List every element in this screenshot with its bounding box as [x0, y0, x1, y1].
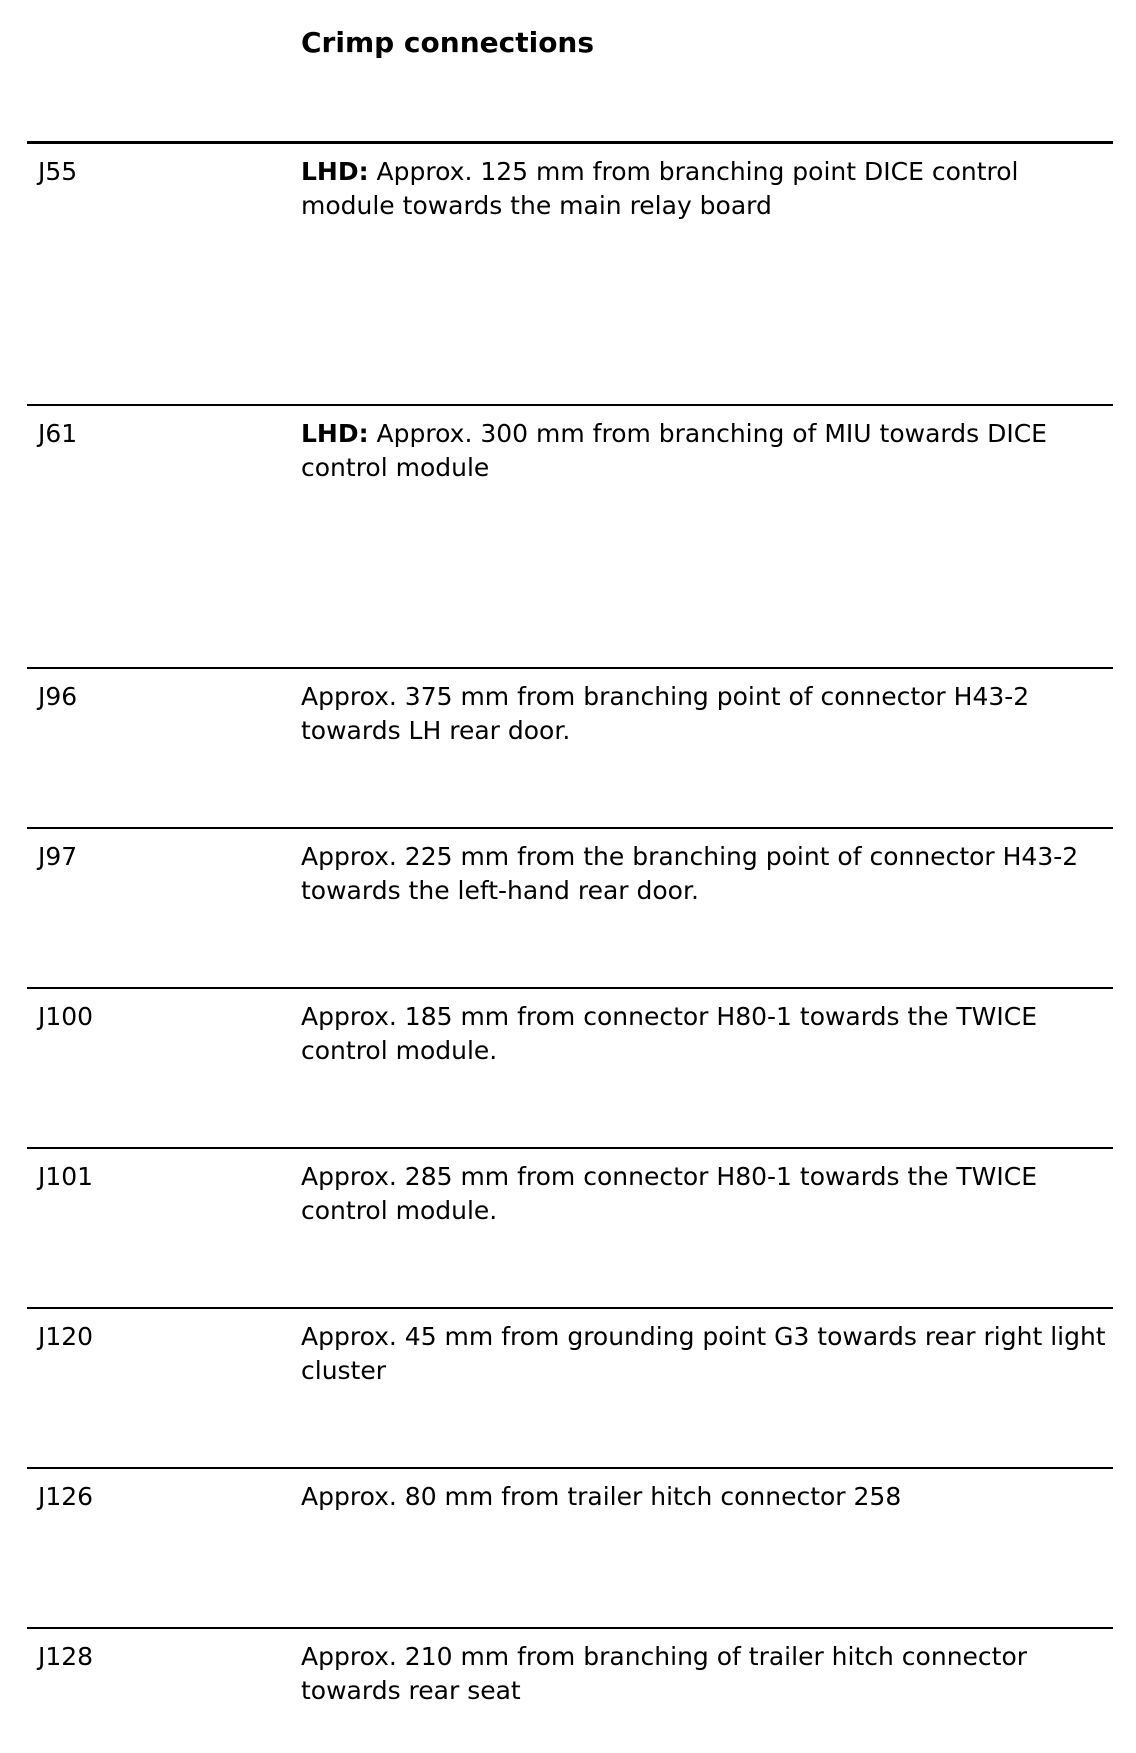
- description-text: Approx. 210 mm from branching of trailer hitch connector towards rear seat: [301, 1642, 1028, 1705]
- description-text: Approx. 185 mm from connector H80-1 towards the TWICE control module.: [301, 1002, 1038, 1065]
- drive-side-prefix: LHD:: [301, 419, 369, 448]
- description-text: Approx. 285 mm from connector H80-1 towards the TWICE control module.: [301, 1162, 1038, 1225]
- connection-code: J55: [38, 157, 78, 186]
- table-row: [27, 1147, 1113, 1307]
- crimp-connections-table: [27, 141, 1113, 1753]
- connection-description: [301, 1640, 1111, 1708]
- connection-code: J61: [38, 419, 78, 448]
- connection-code: J100: [38, 1002, 94, 1031]
- connection-description: [301, 680, 1111, 748]
- table-row: [27, 987, 1113, 1147]
- connection-code: J120: [38, 1322, 94, 1351]
- description-text: Approx. 125 mm from branching point DICE control module towards the main relay board: [301, 157, 1019, 220]
- description-text: Approx. 225 mm from the branching point of connector H43-2 towards the left-hand rear door.: [301, 842, 1079, 905]
- page-title: Crimp connections: [301, 26, 595, 59]
- description-text: Approx. 45 mm from grounding point G3 towards rear right light cluster: [301, 1322, 1106, 1385]
- connection-description: [301, 840, 1111, 908]
- connection-code: J128: [38, 1642, 94, 1671]
- table-row: [27, 667, 1113, 827]
- table-row: [27, 1307, 1113, 1467]
- table-row: [27, 1467, 1113, 1627]
- table-row: [27, 141, 1113, 404]
- connection-code: J96: [38, 682, 78, 711]
- table-row: [27, 827, 1113, 987]
- connection-description: [301, 1160, 1111, 1228]
- connection-description: [301, 1320, 1111, 1388]
- connection-description: [301, 1000, 1111, 1068]
- table-row: [27, 1627, 1113, 1753]
- connection-code: J101: [38, 1162, 94, 1191]
- description-text: Approx. 300 mm from branching of MIU towards DICE control module: [301, 419, 1047, 482]
- connection-code: J126: [38, 1482, 94, 1511]
- description-text: Approx. 375 mm from branching point of connector H43-2 towards LH rear door.: [301, 682, 1030, 745]
- description-text: Approx. 80 mm from trailer hitch connector 258: [301, 1482, 902, 1511]
- connection-description: [301, 417, 1111, 485]
- connection-description: [301, 155, 1111, 223]
- drive-side-prefix: LHD:: [301, 157, 369, 186]
- table-row: [27, 404, 1113, 667]
- connection-description: [301, 1480, 1111, 1514]
- connection-code: J97: [38, 842, 78, 871]
